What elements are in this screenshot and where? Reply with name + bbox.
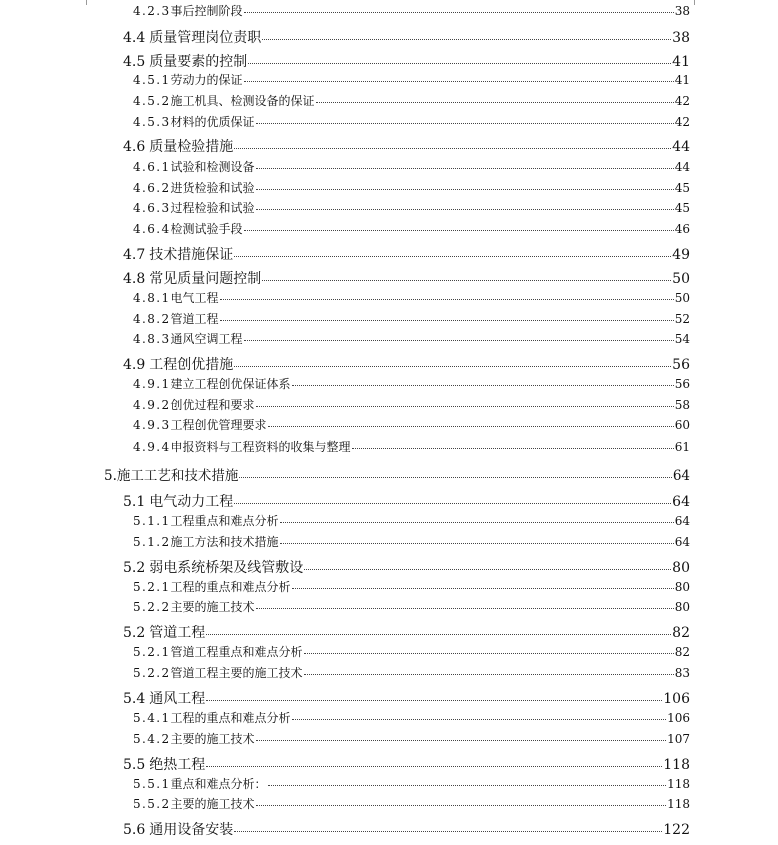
toc-entry[interactable] xyxy=(133,646,690,658)
dot-leader xyxy=(234,831,662,832)
dot-leader xyxy=(316,102,674,103)
toc-entry-title: 工程的重点和难点分析 xyxy=(170,580,291,594)
toc-entry-title: 重点和难点分析： xyxy=(170,777,267,791)
dot-leader xyxy=(292,385,674,386)
toc-entry[interactable] xyxy=(133,202,690,214)
dot-leader xyxy=(248,63,671,64)
toc-entry-page-number: 58 xyxy=(674,398,690,412)
toc-entry[interactable] xyxy=(133,292,690,304)
toc-entry-page-number: 106 xyxy=(663,691,690,707)
dot-leader xyxy=(292,719,667,720)
dot-leader xyxy=(280,522,674,523)
toc-entry[interactable] xyxy=(123,758,690,772)
toc-entry-number: 5.5.2 xyxy=(133,797,171,811)
toc-entry-title: 检测试验手段 xyxy=(170,222,243,236)
toc-entry-page-number: 45 xyxy=(674,201,690,215)
dot-leader xyxy=(234,503,671,504)
toc-entry-title: 劳动力的保证 xyxy=(170,73,243,87)
toc-entry[interactable] xyxy=(123,31,690,45)
toc-entry[interactable] xyxy=(123,561,690,575)
toc-entry[interactable] xyxy=(123,692,690,706)
dot-leader xyxy=(256,209,674,210)
toc-entry-page-number: 64 xyxy=(674,535,690,549)
dot-leader xyxy=(239,477,671,478)
toc-entry-title: 通风工程 xyxy=(149,691,206,707)
dot-leader xyxy=(244,12,674,13)
toc-entry-number: 4.6.4 xyxy=(133,222,171,236)
toc-entry-page-number: 60 xyxy=(674,418,690,432)
toc-entry-page-number: 46 xyxy=(674,222,690,236)
dot-leader xyxy=(220,320,674,321)
toc-entry-page-number: 82 xyxy=(672,625,690,641)
dot-leader xyxy=(304,674,674,675)
toc-entry-title: 管道工程重点和难点分析 xyxy=(170,645,303,659)
toc-entry-page-number: 83 xyxy=(674,666,690,680)
toc-entry-number: 5.4 xyxy=(123,691,146,707)
toc-entry[interactable] xyxy=(133,601,690,613)
toc-entry[interactable] xyxy=(133,95,690,107)
toc-entry[interactable] xyxy=(133,581,690,593)
toc-entry-number: 4.7 xyxy=(123,247,146,263)
toc-entry-number: 5.4.2 xyxy=(133,732,171,746)
toc-entry-page-number: 49 xyxy=(672,247,690,263)
toc-entry-number: 4.9.1 xyxy=(133,377,171,391)
toc-entry[interactable] xyxy=(133,333,690,345)
toc-entry-number: 5.2 xyxy=(123,560,146,576)
toc-entry-number: 4.8 xyxy=(123,271,146,287)
toc-entry[interactable] xyxy=(123,495,690,509)
toc-entry[interactable] xyxy=(123,140,690,154)
dot-leader xyxy=(244,230,674,231)
toc-entry-number: 5.1.1 xyxy=(133,514,171,528)
toc-entry-number: 4.5.2 xyxy=(133,94,171,108)
toc-entry-title: 质量管理岗位责职 xyxy=(149,30,262,46)
toc-entry-number: 4.6.1 xyxy=(133,160,171,174)
toc-entry-number: 4.8.1 xyxy=(133,291,171,305)
dot-leader xyxy=(280,543,674,544)
toc-entry-title: 进货检验和试验 xyxy=(170,181,255,195)
dot-leader xyxy=(244,340,674,341)
toc-entry[interactable] xyxy=(133,778,690,790)
toc-entry[interactable] xyxy=(133,313,690,325)
toc-entry[interactable] xyxy=(133,182,690,194)
toc-entry-title: 建立工程创优保证体系 xyxy=(170,377,291,391)
toc-entry-page-number: 56 xyxy=(672,357,690,373)
toc-entry-number: 5.4.1 xyxy=(133,711,171,725)
toc-entry-title: 常见质量问题控制 xyxy=(149,271,262,287)
toc-entry-title: 管道工程 xyxy=(149,625,206,641)
toc-entry-number: 4.9.4 xyxy=(133,440,171,454)
toc-entry[interactable] xyxy=(133,798,690,810)
toc-entry-number: 4.9.3 xyxy=(133,418,171,432)
dot-leader xyxy=(206,634,671,635)
toc-entry[interactable] xyxy=(123,626,690,640)
toc-entry-page-number: 106 xyxy=(667,711,690,725)
toc-entry-title: 质量检验措施 xyxy=(149,139,234,155)
toc-entry-title: 通用设备安装 xyxy=(149,822,234,838)
toc-entry[interactable] xyxy=(133,419,690,431)
toc-entry-number: 4.5.1 xyxy=(133,73,171,87)
toc-entry-number: 4.4 xyxy=(123,30,146,46)
toc-entry-number: 4.6.2 xyxy=(133,181,171,195)
toc-entry-title: 主要的施工技术 xyxy=(170,600,255,614)
toc-entry-number: 4.9.2 xyxy=(133,398,171,412)
toc-entry-title: 工程创优措施 xyxy=(149,357,234,373)
toc-entry-page-number: 80 xyxy=(672,560,690,576)
toc-entry[interactable] xyxy=(133,223,690,235)
toc-entry-title: 试验和检测设备 xyxy=(170,160,255,174)
toc-entry-page-number: 64 xyxy=(672,494,690,510)
dot-leader xyxy=(234,366,671,367)
dot-leader xyxy=(256,740,667,741)
toc-entry-page-number: 80 xyxy=(674,580,690,594)
toc-entry-number: 5. xyxy=(104,468,117,484)
toc-entry-title: 弱电系统桥架及线管敷设 xyxy=(149,560,304,576)
toc-entry[interactable] xyxy=(123,272,690,286)
dot-leader xyxy=(256,123,674,124)
toc-entry-page-number: 54 xyxy=(674,332,690,346)
toc-entry-title: 施工方法和技术措施 xyxy=(170,535,279,549)
dot-leader xyxy=(268,426,674,427)
toc-entry-title: 主要的施工技术 xyxy=(170,732,255,746)
toc-entry-number: 5.2.2 xyxy=(133,666,171,680)
toc-entry-page-number: 50 xyxy=(672,271,690,287)
dot-leader xyxy=(268,785,667,786)
toc-entry-number: 4.2.3 xyxy=(133,4,171,18)
toc-entry-number: 4.8.2 xyxy=(133,312,171,326)
toc-entry-number: 5.2.2 xyxy=(133,600,171,614)
toc-entry[interactable] xyxy=(133,116,690,128)
toc-entry-number: 5.2.1 xyxy=(133,580,171,594)
toc-entry-page-number: 38 xyxy=(674,4,690,18)
toc-entry-page-number: 122 xyxy=(663,822,690,838)
toc-entry-page-number: 42 xyxy=(674,115,690,129)
dot-leader xyxy=(220,299,674,300)
toc-entry[interactable] xyxy=(133,378,690,390)
toc-entry-title: 质量要素的控制 xyxy=(149,54,248,70)
toc-entry-page-number: 56 xyxy=(674,377,690,391)
toc-entry-title: 工程重点和难点分析 xyxy=(170,514,279,528)
dot-leader xyxy=(352,448,674,449)
dot-leader xyxy=(262,39,671,40)
dot-leader xyxy=(256,168,674,169)
toc-entry-title: 事后控制阶段 xyxy=(170,4,243,18)
toc-entry-title: 工程的重点和难点分析 xyxy=(170,711,291,725)
toc-entry-title: 管道工程主要的施工技术 xyxy=(170,666,303,680)
toc-entry-page-number: 107 xyxy=(667,732,690,746)
toc-entry-number: 4.9 xyxy=(123,357,146,373)
toc-entry-number: 4.8.3 xyxy=(133,332,171,346)
toc-entry-title: 管道工程 xyxy=(170,312,219,326)
toc-entry-page-number: 61 xyxy=(674,440,690,454)
toc-entry[interactable] xyxy=(123,823,690,837)
toc-entry-number: 5.1 xyxy=(123,494,146,510)
dot-leader xyxy=(244,81,674,82)
dot-leader xyxy=(304,569,671,570)
toc-entry-title: 工程创优管理要求 xyxy=(170,418,267,432)
toc-entry[interactable] xyxy=(123,248,690,262)
toc-entry-title: 创优过程和要求 xyxy=(170,398,255,412)
toc-entry[interactable] xyxy=(133,733,690,745)
toc-entry-page-number: 118 xyxy=(663,757,690,773)
toc-entry[interactable] xyxy=(133,399,690,411)
toc-entry-number: 4.5 xyxy=(123,54,146,70)
toc-entry-page-number: 52 xyxy=(674,312,690,326)
toc-entry-number: 4.5.3 xyxy=(133,115,171,129)
toc-entry-page-number: 42 xyxy=(674,94,690,108)
toc-entry-title: 主要的施工技术 xyxy=(170,797,255,811)
toc-entry[interactable] xyxy=(133,667,690,679)
toc-entry-number: 5.2.1 xyxy=(133,645,171,659)
toc-entry[interactable] xyxy=(104,470,690,484)
toc-entry[interactable] xyxy=(133,536,690,548)
toc-entry-page-number: 118 xyxy=(667,797,690,811)
toc-entry-number: 5.5.1 xyxy=(133,777,171,791)
toc-entry-title: 材料的优质保证 xyxy=(170,115,255,129)
toc-entry-page-number: 80 xyxy=(674,600,690,614)
toc-entry-number: 5.5 xyxy=(123,757,146,773)
toc-entry-page-number: 64 xyxy=(672,468,690,484)
dot-leader xyxy=(292,588,674,589)
toc-entry-page-number: 41 xyxy=(674,73,690,87)
dot-leader xyxy=(256,805,667,806)
dot-leader xyxy=(234,148,671,149)
toc-entry-page-number: 82 xyxy=(674,645,690,659)
toc-entry-number: 5.2 xyxy=(123,625,146,641)
toc-entry-page-number: 41 xyxy=(672,54,690,70)
toc-entry-page-number: 64 xyxy=(674,514,690,528)
toc-entry-title: 施工工艺和技术措施 xyxy=(116,468,239,484)
toc-entry[interactable] xyxy=(133,441,690,453)
toc-entry-page-number: 50 xyxy=(674,291,690,305)
toc-entry[interactable] xyxy=(133,161,690,173)
toc-entry-title: 技术措施保证 xyxy=(149,247,234,263)
toc-entry-page-number: 44 xyxy=(672,139,690,155)
toc-entry-page-number: 118 xyxy=(667,777,690,791)
toc-entry-title: 通风空调工程 xyxy=(170,332,243,346)
toc-entry-number: 4.6.3 xyxy=(133,201,171,215)
toc-entry[interactable] xyxy=(123,358,690,372)
toc-entry[interactable] xyxy=(123,55,690,69)
dot-leader xyxy=(256,189,674,190)
toc-entry-number: 4.6 xyxy=(123,139,146,155)
toc-entry-title: 施工机具、检测设备的保证 xyxy=(170,94,315,108)
toc-entry[interactable] xyxy=(133,712,690,724)
toc-entry-title: 绝热工程 xyxy=(149,757,206,773)
toc-entry[interactable] xyxy=(133,5,690,17)
toc-entry-title: 申报资料与工程资料的收集与整理 xyxy=(170,440,351,454)
toc-entry-page-number: 38 xyxy=(672,30,690,46)
toc-entry-number: 5.6 xyxy=(123,822,146,838)
dot-leader xyxy=(256,608,674,609)
toc-entry[interactable] xyxy=(133,74,690,86)
toc-entry-page-number: 45 xyxy=(674,181,690,195)
toc-entry-title: 电气工程 xyxy=(170,291,219,305)
dot-leader xyxy=(234,256,671,257)
dot-leader xyxy=(304,653,674,654)
dot-leader xyxy=(256,406,674,407)
toc-entry-title: 过程检验和试验 xyxy=(170,201,255,215)
toc-entry-number: 5.1.2 xyxy=(133,535,171,549)
dot-leader xyxy=(206,766,662,767)
dot-leader xyxy=(206,700,662,701)
toc-entry-page-number: 44 xyxy=(674,160,690,174)
toc-entry[interactable] xyxy=(133,515,690,527)
dot-leader xyxy=(262,280,671,281)
toc-entry-title: 电气动力工程 xyxy=(149,494,234,510)
